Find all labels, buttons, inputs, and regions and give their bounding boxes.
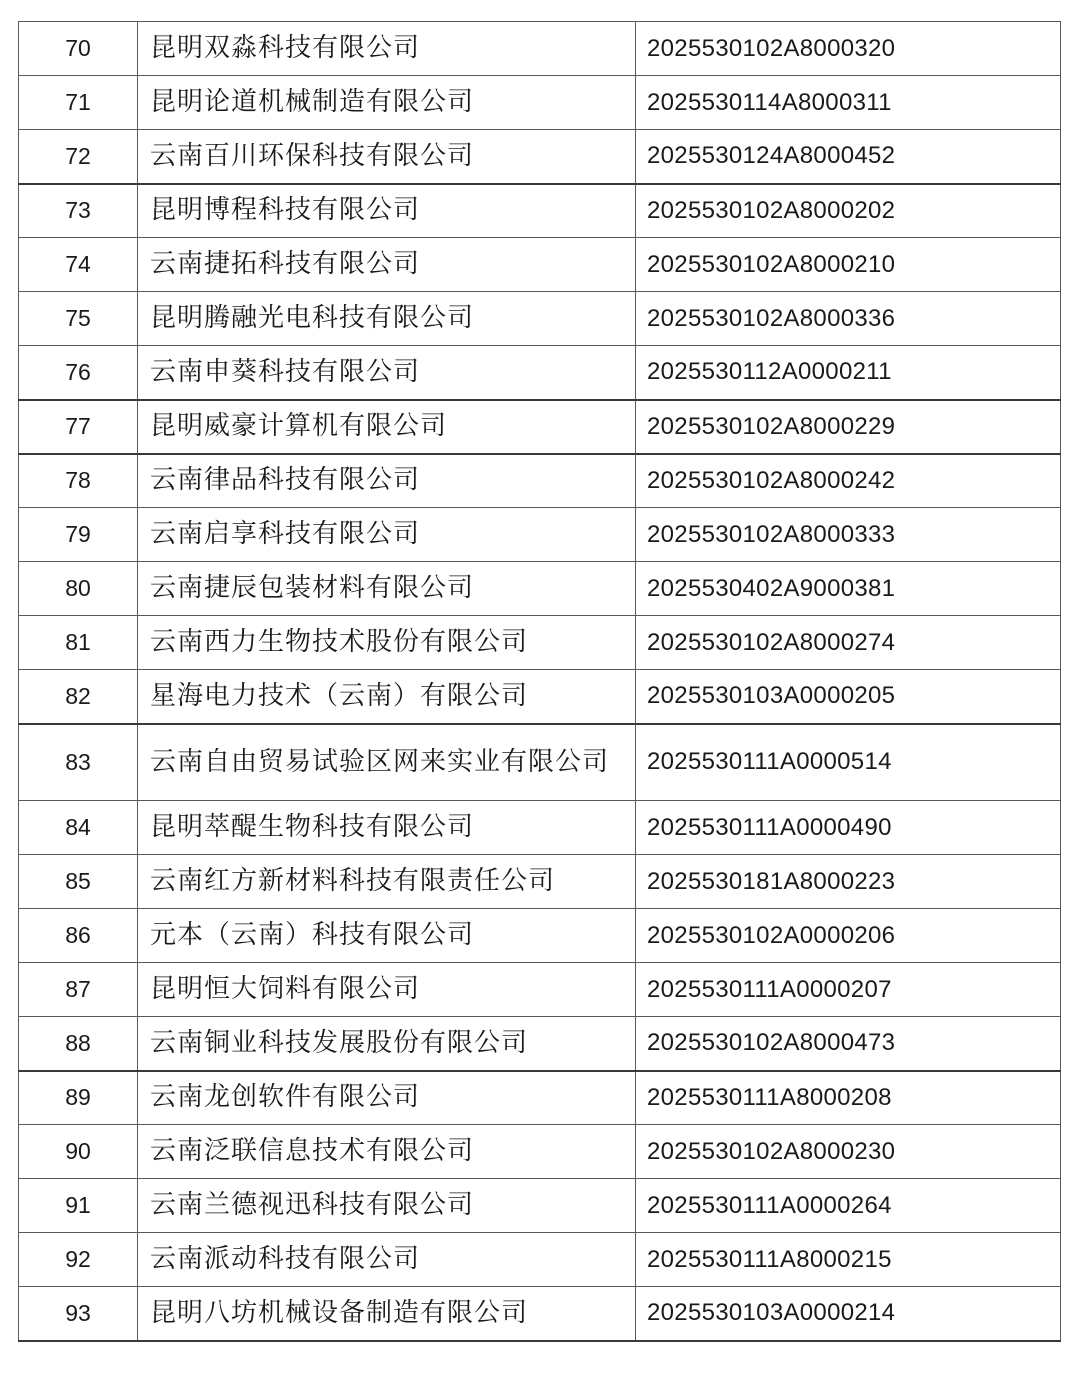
company-name: 云南西力生物技术股份有限公司 xyxy=(138,616,636,670)
table-row xyxy=(19,562,1061,616)
registration-code: 2025530103A0000205 xyxy=(636,670,1061,724)
company-name: 云南派动科技有限公司 xyxy=(138,1233,636,1287)
table-row xyxy=(19,346,1061,400)
company-name: 云南泛联信息技术有限公司 xyxy=(138,1125,636,1179)
row-number: 80 xyxy=(19,562,138,616)
table-row xyxy=(19,76,1061,130)
row-number: 77 xyxy=(19,400,138,454)
table-row xyxy=(19,670,1061,724)
company-name: 昆明威豪计算机有限公司 xyxy=(138,400,636,454)
row-number: 79 xyxy=(19,508,138,562)
table-row xyxy=(19,400,1061,454)
registration-code: 2025530102A8000274 xyxy=(636,616,1061,670)
table-row xyxy=(19,238,1061,292)
registration-code: 2025530111A0000514 xyxy=(636,724,1061,801)
row-number: 84 xyxy=(19,801,138,855)
table-row xyxy=(19,508,1061,562)
company-name: 昆明八坊机械设备制造有限公司 xyxy=(138,1287,636,1341)
company-name: 昆明腾融光电科技有限公司 xyxy=(138,292,636,346)
registration-code: 2025530102A8000242 xyxy=(636,454,1061,508)
row-number: 72 xyxy=(19,130,138,184)
table-row xyxy=(19,1233,1061,1287)
table-row xyxy=(19,1179,1061,1233)
company-name: 昆明双淼科技有限公司 xyxy=(138,22,636,76)
row-number: 70 xyxy=(19,22,138,76)
registration-code: 2025530111A0000207 xyxy=(636,963,1061,1017)
row-number: 82 xyxy=(19,670,138,724)
company-name: 云南红方新材料科技有限责任公司 xyxy=(138,855,636,909)
registration-code: 2025530124A8000452 xyxy=(636,130,1061,184)
company-name: 云南捷辰包装材料有限公司 xyxy=(138,562,636,616)
company-name: 昆明萃醍生物科技有限公司 xyxy=(138,801,636,855)
registration-code: 2025530102A0000206 xyxy=(636,909,1061,963)
company-name: 云南铜业科技发展股份有限公司 xyxy=(138,1017,636,1071)
registration-code: 2025530102A8000230 xyxy=(636,1125,1061,1179)
company-name: 昆明论道机械制造有限公司 xyxy=(138,76,636,130)
row-number: 81 xyxy=(19,616,138,670)
table-row xyxy=(19,130,1061,184)
registration-code: 2025530402A9000381 xyxy=(636,562,1061,616)
table-row xyxy=(19,909,1061,963)
row-number: 87 xyxy=(19,963,138,1017)
table-row xyxy=(19,1017,1061,1071)
company-name: 云南百川环保科技有限公司 xyxy=(138,130,636,184)
table-row xyxy=(19,801,1061,855)
row-number: 76 xyxy=(19,346,138,400)
row-number: 74 xyxy=(19,238,138,292)
row-number: 86 xyxy=(19,909,138,963)
company-registry-table xyxy=(18,21,1061,1342)
registration-code: 2025530102A8000229 xyxy=(636,400,1061,454)
row-number: 92 xyxy=(19,1233,138,1287)
table-row xyxy=(19,963,1061,1017)
registration-code: 2025530102A8000202 xyxy=(636,184,1061,238)
company-name: 云南龙创软件有限公司 xyxy=(138,1071,636,1125)
registration-code: 2025530102A8000333 xyxy=(636,508,1061,562)
table-row xyxy=(19,1287,1061,1341)
registration-code: 2025530102A8000473 xyxy=(636,1017,1061,1071)
row-number: 93 xyxy=(19,1287,138,1341)
row-number: 89 xyxy=(19,1071,138,1125)
company-name: 元本（云南）科技有限公司 xyxy=(138,909,636,963)
table-row xyxy=(19,855,1061,909)
row-number: 83 xyxy=(19,724,138,801)
row-number: 75 xyxy=(19,292,138,346)
row-number: 85 xyxy=(19,855,138,909)
company-name: 云南启享科技有限公司 xyxy=(138,508,636,562)
table-row xyxy=(19,292,1061,346)
registration-code: 2025530103A0000214 xyxy=(636,1287,1061,1341)
company-name: 云南律品科技有限公司 xyxy=(138,454,636,508)
company-name: 昆明博程科技有限公司 xyxy=(138,184,636,238)
registration-code: 2025530181A8000223 xyxy=(636,855,1061,909)
registration-code: 2025530111A8000208 xyxy=(636,1071,1061,1125)
company-name: 昆明恒大饲料有限公司 xyxy=(138,963,636,1017)
row-number: 88 xyxy=(19,1017,138,1071)
registration-code: 2025530112A0000211 xyxy=(636,346,1061,400)
row-number: 90 xyxy=(19,1125,138,1179)
table-row xyxy=(19,1071,1061,1125)
table-row xyxy=(19,724,1061,801)
table-row xyxy=(19,454,1061,508)
company-name: 星海电力技术（云南）有限公司 xyxy=(138,670,636,724)
table-row xyxy=(19,184,1061,238)
company-name: 云南自由贸易试验区网来实业有限公司 xyxy=(138,724,636,801)
row-number: 71 xyxy=(19,76,138,130)
registration-code: 2025530102A8000336 xyxy=(636,292,1061,346)
registration-code: 2025530111A8000215 xyxy=(636,1233,1061,1287)
table-row xyxy=(19,616,1061,670)
company-name: 云南申葵科技有限公司 xyxy=(138,346,636,400)
registration-code: 2025530114A8000311 xyxy=(636,76,1061,130)
company-registry-table-container xyxy=(18,21,1060,1342)
table-row xyxy=(19,22,1061,76)
row-number: 78 xyxy=(19,454,138,508)
registration-code: 2025530102A8000320 xyxy=(636,22,1061,76)
registration-code: 2025530111A0000264 xyxy=(636,1179,1061,1233)
registration-code: 2025530102A8000210 xyxy=(636,238,1061,292)
company-name: 云南捷拓科技有限公司 xyxy=(138,238,636,292)
row-number: 73 xyxy=(19,184,138,238)
row-number: 91 xyxy=(19,1179,138,1233)
company-name: 云南兰德视迅科技有限公司 xyxy=(138,1179,636,1233)
table-row xyxy=(19,1125,1061,1179)
registration-code: 2025530111A0000490 xyxy=(636,801,1061,855)
